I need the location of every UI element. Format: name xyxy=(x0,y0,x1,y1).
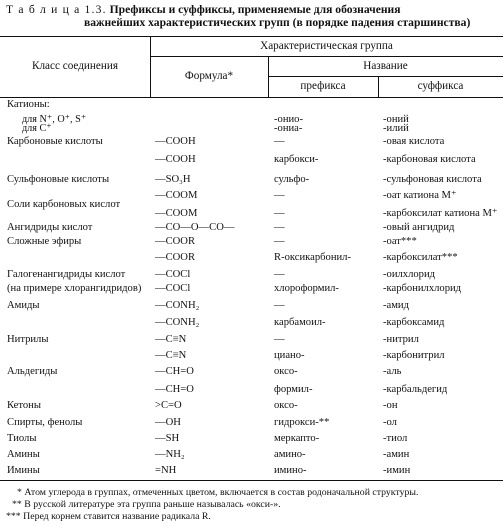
formula-cell: —CONH₂ xyxy=(155,317,200,328)
formula-cell: —OH xyxy=(155,417,181,428)
prefix-cell: меркапто- xyxy=(274,433,320,444)
prefix-cell: гидрокси-** xyxy=(274,417,330,428)
formula-cell: —COOM xyxy=(155,190,198,201)
formula-cell: —SO₃H xyxy=(155,174,191,185)
suffix-cell: -карбоксилат*** xyxy=(383,252,458,263)
class-cell: для N⁺, O⁺, S⁺ xyxy=(22,114,87,125)
formula-cell: —COOH xyxy=(155,136,196,147)
formula-cell: —NH₂ xyxy=(155,449,185,460)
class-cell: Альдегиды xyxy=(7,366,58,377)
formula-cell: —COOH xyxy=(155,154,196,165)
suffix-cell: -илий xyxy=(383,123,409,134)
formula-cell: —CO—O—CO— xyxy=(155,222,235,233)
suffix-cell: -имин xyxy=(383,465,411,476)
suffix-cell: -карбоксамид xyxy=(383,317,445,328)
prefix-cell: формил- xyxy=(274,384,313,395)
formula-cell: =NH xyxy=(155,465,177,476)
class-cell: Нитрилы xyxy=(7,334,49,345)
class-cell: (на примере хлорангидридов) xyxy=(7,283,142,294)
prefix-cell: -онио- xyxy=(274,114,303,125)
caption-title-line2: важнейших характеристических групп (в порядке падения старшинства) xyxy=(84,16,471,29)
table-caption xyxy=(6,3,470,29)
formula-cell: —COOR xyxy=(155,236,196,247)
class-cell: Галогенангидриды кислот xyxy=(7,269,126,280)
formula-cell: >C=O xyxy=(155,400,182,411)
caption-title-line1: Префиксы и суффиксы, применяемые для обозначения xyxy=(109,3,401,16)
prefix-cell: — xyxy=(274,236,285,247)
formula-cell: —COCl xyxy=(155,269,191,280)
header-rule-group xyxy=(150,56,503,57)
class-cell: Карбоновые кислоты xyxy=(7,136,103,147)
prefix-cell: R-оксикарбонил- xyxy=(274,252,351,263)
prefix-cell: оксо- xyxy=(274,400,298,411)
suffix-cell: -карбоксилат катиона M⁺ xyxy=(383,208,498,219)
footnote-1: * Атом углерода в группах, отмеченных цветом, включается в состав родоначальной структуры. xyxy=(17,487,419,498)
suffix-cell: -овый ангидрид xyxy=(383,222,455,233)
prefix-cell: оксо- xyxy=(274,366,298,377)
formula-cell: —COOM xyxy=(155,208,198,219)
formula-cell: —COCl xyxy=(155,283,191,294)
suffix-cell: -оилхлорид xyxy=(383,269,436,280)
prefix-cell: карбамоил- xyxy=(274,317,326,328)
prefix-cell: хлороформил- xyxy=(274,283,339,294)
header-bottom-rule xyxy=(0,97,503,98)
prefix-cell: — xyxy=(274,300,285,311)
prefix-cell: — xyxy=(274,136,285,147)
formula-cell: —CH=O xyxy=(155,384,194,395)
header-suffix: суффикса xyxy=(417,80,464,92)
formula-cell: —CH=O xyxy=(155,366,194,377)
prefix-cell: — xyxy=(274,190,285,201)
suffix-cell: -аль xyxy=(383,366,402,377)
header-group: Характеристическая группа xyxy=(260,40,393,52)
header-class: Класс соединения xyxy=(31,60,118,72)
formula-cell: —C≡N xyxy=(155,334,187,345)
caption-label: Т а б л и ц а 1.3. xyxy=(6,3,107,16)
class-cell: Имины xyxy=(7,465,40,476)
prefix-cell: сульфо- xyxy=(274,174,310,185)
class-cell: для C⁺ xyxy=(22,123,52,134)
suffix-cell: -карбальдегид xyxy=(383,384,448,395)
suffix-cell: -сульфоновая кислота xyxy=(383,174,482,185)
header-prefix: префикса xyxy=(300,80,346,92)
formula-cell: —C≡N xyxy=(155,350,187,361)
suffix-cell: -он xyxy=(383,400,398,411)
header-rule-name xyxy=(268,76,503,77)
formula-cell: —CONH₂ xyxy=(155,300,200,311)
prefix-cell: — xyxy=(274,222,285,233)
table-bottom-rule xyxy=(0,480,503,481)
suffix-cell: -оний xyxy=(383,114,409,125)
prefix-cell: карбокси- xyxy=(274,154,319,165)
class-cell: Сульфоновые кислоты xyxy=(7,174,110,185)
header-name: Название xyxy=(363,60,408,72)
class-cell: Тиолы xyxy=(7,433,37,444)
formula-cell: —SH xyxy=(155,433,180,444)
formula-cell: —COOR xyxy=(155,252,196,263)
prefix-cell: — xyxy=(274,269,285,280)
prefix-cell: — xyxy=(274,208,285,219)
class-cell: Ангидриды кислот xyxy=(7,222,93,233)
class-cell: Спирты, фенолы xyxy=(7,417,83,428)
prefix-cell: -ониа- xyxy=(274,123,303,134)
suffix-cell: -карбоновая кислота xyxy=(383,154,476,165)
suffix-cell: -ол xyxy=(383,417,397,428)
suffix-cell: -амин xyxy=(383,449,410,460)
class-cell: Сложные эфиры xyxy=(7,236,82,247)
suffix-cell: -нитрил xyxy=(383,334,419,345)
suffix-cell: -оат*** xyxy=(383,236,417,247)
prefix-cell: амино- xyxy=(274,449,306,460)
header-formula: Формула* xyxy=(184,70,234,82)
suffix-cell: -овая кислота xyxy=(383,136,445,147)
suffix-cell: -оат катиона M⁺ xyxy=(383,190,457,201)
suffix-cell: -тиол xyxy=(383,433,408,444)
suffix-cell: -карбонилхлорид xyxy=(383,283,462,294)
class-cell: Амиды xyxy=(7,300,40,311)
footnote-2: ** В русской литературе эта группа раньше называлась «окси-». xyxy=(12,499,281,510)
prefix-cell: циано- xyxy=(274,350,305,361)
suffix-cell: -карбонитрил xyxy=(383,350,445,361)
class-cell: Кетоны xyxy=(7,400,41,411)
class-cell: Соли карбоновых кислот xyxy=(7,199,121,210)
prefix-cell: имино- xyxy=(274,465,307,476)
class-cell: Катионы: xyxy=(7,99,50,110)
prefix-cell: — xyxy=(274,334,285,345)
footnote-3: *** Перед корнем ставится название радикала R. xyxy=(6,511,211,522)
suffix-cell: -амид xyxy=(383,300,409,311)
class-cell: Амины xyxy=(7,449,40,460)
table-top-rule xyxy=(0,36,503,37)
